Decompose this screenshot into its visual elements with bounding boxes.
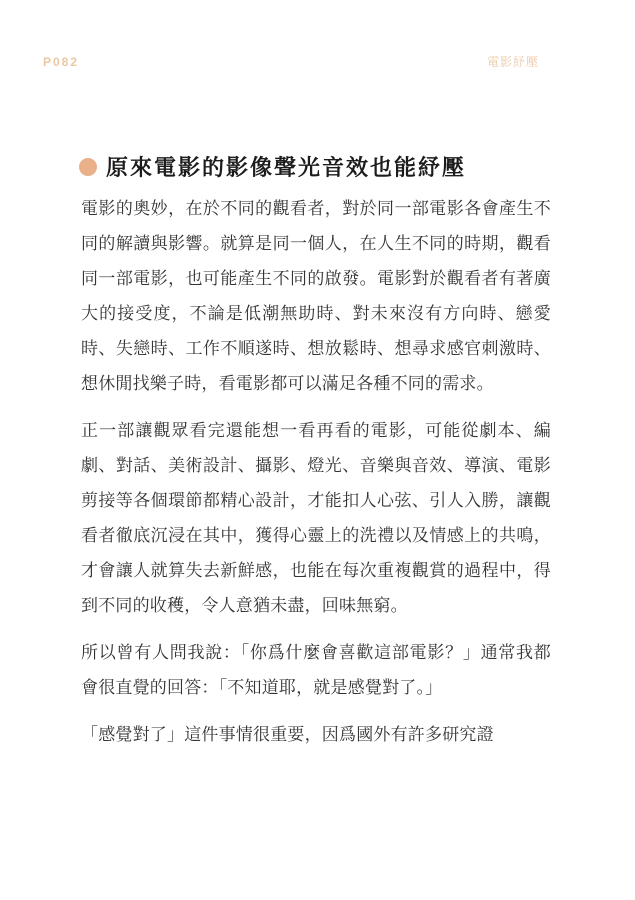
paragraph: 所以曾有人問我說：「你爲什麼會喜歡這部電影？」通常我都會很直覺的回答：「不知道耶，就是感覺對了。」 bbox=[81, 643, 551, 698]
book-title: 電影紓壓 bbox=[486, 55, 539, 69]
paragraph: 正一部讓觀眾看完還能想一看再看的電影，可能從劇本、編劇、對話、美術設計、攝影、燈光、音樂與音效、導演、電影剪接等各個環節都精心設計，才能扣人心弦、引人入勝，讓觀看者徹底沉浸在其中，獲得心靈上的洗禮以及情感上的共鳴，才會讓人就算失去新鮮感，也能在每次重複觀賞的過程中，得到不同的收穫，令人意猶未盡，回味無窮。 bbox=[81, 421, 551, 616]
page-number: P082 bbox=[43, 54, 80, 69]
section-heading bbox=[79, 151, 466, 182]
body-text bbox=[81, 192, 551, 753]
running-header bbox=[43, 53, 539, 70]
paragraph: 「感覺對了」這件事情很重要，因爲國外有許多研究證 bbox=[81, 725, 494, 745]
paragraph: 電影的奧妙，在於不同的觀看者，對於同一部電影各會產生不同的解讀與影響。就算是同一個人，在人生不同的時期，觀看同一部電影，也可能產生不同的啟發。電影對於觀看者有著廣大的接受度，不論是低潮無助時、對未來沒有方向時、戀愛時、失戀時、工作不順遂時、想放鬆時、想尋求感官刺激時、想休閒找樂子時，看電影都可以滿足各種不同的需求。 bbox=[81, 199, 551, 394]
bullet-dot-icon bbox=[79, 158, 97, 176]
section-title: 原來電影的影像聲光音效也能紓壓 bbox=[106, 156, 467, 181]
